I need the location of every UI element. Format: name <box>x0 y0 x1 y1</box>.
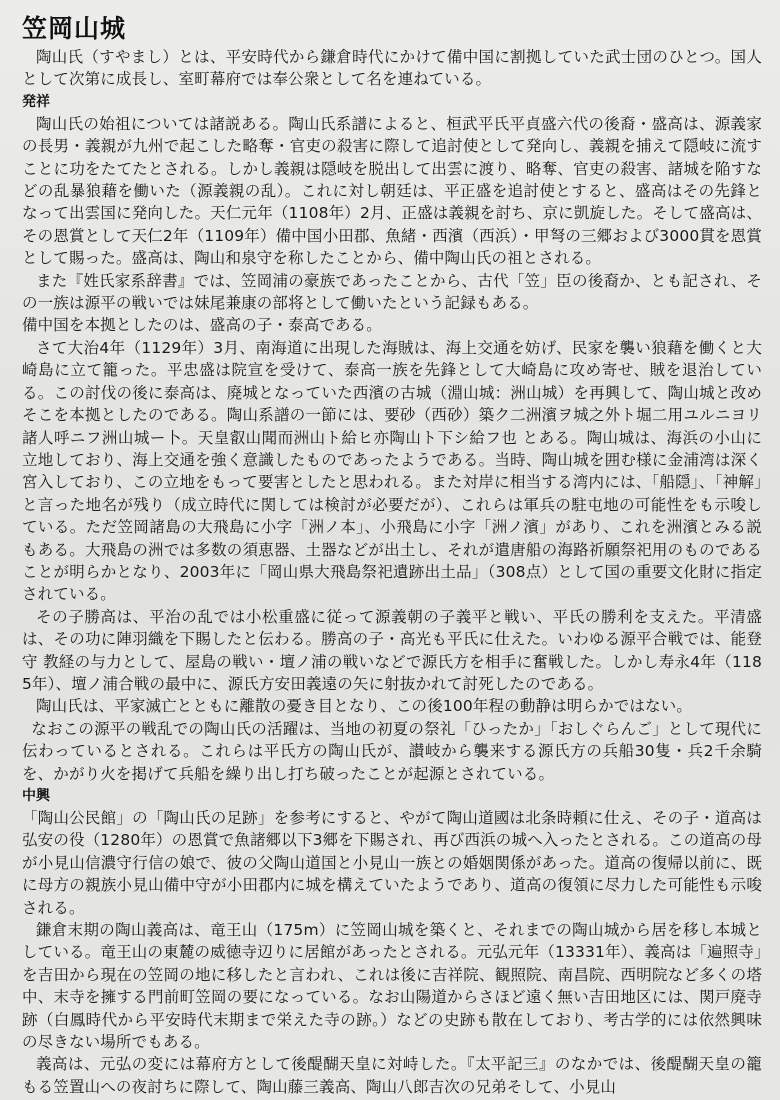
origin-paragraph-4: さて大治4年（1129年）3月、南海道に出現した海賊は、海上交通を妨げ、民家を襲い狼藉を働くと大崎島に立て籠った。平忠盛は院宣を受けて、泰高一族を先鋒として大崎島に攻め寄せ、賊を退治している。この討伐の後に泰高は、廃城となっていた西濱の古城（淵山城：洲山城）を再興して、陶山城と改めそこを本拠としたのである。陶山系譜の一節には、要砂（西砂）築ク二洲濱ヲ城之外ト堀二用ユルニヨリ諸人呼ニフ洲山城ー卜。天皇叡山聞而洲山ト給ヒ亦陶山ト下シ給フ也 とある。陶山城は、海浜の小山に立地しており、海上交通を強く意識したものであったようである。当時、陶山城を囲む様に金浦湾は深く宮入しており、この立地をもって要害としたと思われる。また対岸に相当する湾内には、「船隠」、「神解」と言った地名が残り（成立時代に関しては検討が必要だが）、これらは軍兵の駐屯地の可能性をも示唆している。ただ笠岡諸島の大飛島に小字「洲ノ本」、小飛島に小字「洲ノ濱」があり、これを洲濱とみる説もある。大飛島の洲では多数の須恵器、土器などが出土し、それが遣唐船の海路祈願祭祀用のものであることが明らかとなり、2003年に「岡山県大飛島祭祀遺跡出土品」（308点）として国の重要文化財に指定されている。 <box>22 338 762 604</box>
page-title: 笠岡山城 <box>22 14 127 43</box>
intro-paragraph: 陶山氏（すやまし）とは、平安時代から鎌倉時代にかけて備中国に割拠していた武士団のひとつ。国人として次第に成長し、室町幕府では奉公衆として名を連ねている。 <box>22 48 762 89</box>
origin-paragraph-6: 陶山氏は、平家滅亡とともに離散の憂き目となり、この後100年程の動静は明らかではない。 <box>35 697 692 716</box>
revival-paragraph-1: 「陶山公民館」の「陶山氏の足跡」を参考にすると、やがて陶山道國は北条時頼に仕え、その子・道高は弘安の役（1280年）の恩賞で魚諸郷以下3郷を下賜され、再び西浜の城へ入ったとされる。この道高の母が小見山信濃守行信の娘で、彼の父陶山道国と小見山一族との婚姻関係があった。道高の復帰以前に、既に母方の親族小見山備中守が小田郡内に城を構えていたようであり、道高の復領に尽力した可能性も示唆される。 <box>22 809 762 917</box>
section-heading-origin: 発祥 <box>22 93 50 110</box>
origin-paragraph-2: また『姓氏家系辞書』では、笠岡浦の豪族であったことから、古代「笠」臣の後裔か、とも記され、その一族は源平の戦いでは妹尾兼康の部将として働いたという記録もある。 <box>22 271 762 313</box>
origin-paragraph-1: 陶山氏の始祖については諸説ある。陶山氏系譜によると、桓武平氏平貞盛六代の後裔・盛高は、源義家の長男・義親が九州で起こした略奪・官吏の殺害に際して追討使として発向し、義親を捕えて隠岐に流すことに功をたてたとされる。しかし義親は隠岐を脱出して出雲に渡り、略奪、官吏の殺害、諸城を陥すなどの乱暴狼藉を働いた（源義親の乱）。これに対し朝廷は、平正盛を追討使とすると、盛高はその先鋒となって出雲国に発向した。天仁元年（1108年）2月、正盛は義親を討ち、京に凱旋した。そして盛高は、その恩賞として天仁2年（1109年）備中国小田郡、魚緒・西濱（西浜）・甲弩の三郷および3000貫を恩賞として賜った。盛高は、陶山和泉守を称したことから、備中陶山氏の祖とされる。 <box>22 114 762 268</box>
section-heading-revival: 中興 <box>22 788 50 804</box>
revival-paragraph-3: 義高は、元弘の変には幕府方として後醍醐天皇に対峙した。『太平記三』のなかでは、後醍醐天皇の籠もる笠置山への夜討ちに際して、陶山藤三義高、陶山八郎吉次の兄弟そして、小見山 <box>22 1055 762 1096</box>
origin-paragraph-3: 備中国を本拠としたのは、盛高の子・泰高である。 <box>22 316 382 335</box>
revival-paragraph-2: 鎌倉末期の陶山義高は、竜王山（175m）に笠岡山城を築くと、それまでの陶山城から居を移し本城としている。竜王山の東麓の威徳寺辺りに居館があったとされる。元弘元年（13331年）、義高は「遍照寺」を吉田から現在の笠岡の地に移したと言われ、これは後に吉祥院、観照院、南昌院、西明院など多くの塔中、末寺を擁する門前町笠岡の要になっている。なお山陽道からさほど遠く無い吉田地区には、関戸廃寺跡（白鳳時代から平安時代末期まで栄えた寺の跡。）などの史跡も散在しており、考古学的には依然興味の尽きない場所でもある。 <box>22 921 762 1052</box>
origin-paragraph-5: その子勝高は、平治の乱では小松重盛に従って源義朝の子義平と戦い、平氏の勝利を支えた。平清盛は、その功に陣羽織を下賜したと伝わる。勝高の子・高光も平氏に仕えた。いわゆる源平合戦では、能登守 教経の与力として、屋島の戦い・壇ノ浦の戦いなどで源氏方を相手に奮戦した。しかし寿永4年（1185年）、壇ノ浦合戦の最中に、源氏方安田義遠の矢に射抜かれて討死したのである。 <box>22 607 762 693</box>
origin-paragraph-7: なおこの源平の戦乱での陶山氏の活躍は、当地の初夏の祭礼「ひったか」「おしぐらんご」として現代に伝わっているとされる。これらは平氏方の陶山氏が、讃岐から襲来する源氏方の兵船30隻・兵2千余騎を、かがり火を掲げて兵船を繰り出し打ち破ったことが起源とされている。 <box>22 719 762 783</box>
